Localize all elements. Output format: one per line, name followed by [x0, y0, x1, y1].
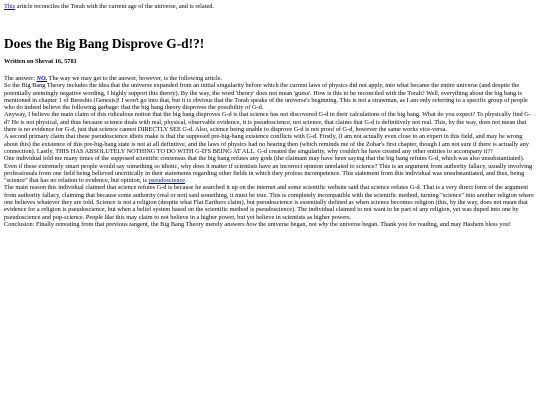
paragraph-consensus [4, 155, 536, 184]
related-article-link[interactable]: This [4, 3, 16, 10]
conclusion-why: why [318, 220, 329, 228]
paragraph-conclusion [4, 221, 536, 228]
article-title: Does the Big Bang Disprove G-d!?! [4, 36, 205, 51]
consensus-end: . [185, 177, 187, 185]
consensus-text: One individual told me many times of the supposed scientific consensus that the big bang refutes any gods (the claimant may have been saying that the big bang refutes G-d, which was also unsubstantiated). Even if these extremely smart people would say something so idiotic, why does it matter if scientists have an incorrect opinion unrelated to science? This is an argument from authority fallacy, usually involving professionals from one field being believed uncritically in their statements regarding other fields in which they profess incompetence. This statement from this individual was unsubstantiated, and thus, being "science" that has no relation to evidence, but opinion, is [4, 155, 533, 185]
conclusion-c: the universe began. Thank you for reading, and may Hashem bless you! [328, 220, 511, 228]
intro-text: article reconciles the Torah with the current age of the universe, and is related. [15, 3, 214, 10]
conclusion-a: Conclusion: Finally retreating from that previous tangent, the Big Bang Theory merely answers [4, 220, 247, 228]
paragraph-answer [4, 75, 536, 82]
paragraph-authority: The main reason this individual claimed that science refutes G-d is because he searched it up on the internet and some scientific website said that science refutes G-d. That is a very direct form of the argument from authority fallacy, claiming that because some authority (real or not) said something, it must be true. This is completely incompatible with the scientific method, turning "science" into another religion where one believes whatever they are told. Science is not a religion (despite what Flat Earthers claim), but pseudoscience is essentially defined as when science becomes religion (this, by the way, does not mean that evidence for a religion is pseudoscience, but when a belief system based on the scientific method is pseudoscience). The individual claimed to not want to be part of any religion, yet was duped into one by pseudoscience and pop-science. People like this may claim to not believe in a higher power, but yet believe in scientists as higher powers. [4, 184, 534, 221]
paragraph-main-claim: Anyway, I believe the main claim of this ridiculous notion that the big bang disproves G-d is that science has not discovered G-d in their calculations of the big bang. What do you expect? To physically find G-d? He is not physical, and thus because science deals with real, physical, observable evidence, it is pseudoscience, not science, that claims that G-d is definitively not real. This, by the way, does not mean that there is no evidence for G-d, just that science cannot DIRECTLY SEE G-d. Also, science being unable to disprove G-d is not proof of G-d, however the same works vice-versa. [4, 111, 531, 134]
no-answer-link[interactable]: NO. [36, 75, 48, 82]
written-on-date: Written on Shevat 16, 5781 [4, 58, 77, 65]
conclusion-b: the universe began, not [256, 220, 319, 228]
article-body [4, 75, 536, 228]
intro-line [4, 3, 536, 11]
conclusion-how: how [246, 220, 257, 228]
paragraph-second-claim: A second primary claim that these pseudoscience idiots make is that the supposed pre-big-bang existence conflicts with G-d. Firstly, (I am not actually even close to an expert in this field, and may be wrong about this) the existence of this pre-big-bang state is not at all definitive, and the laws of physics had no bearing then (which reminds me of the Zohar's first chapter, though I am not sure if there is actually any connection). Lastly, THIS HAS ABSOLUTELY NOTHING TO DO WITH G-D'S BEING AT ALL. G-d created the singularity, why couldn't he have created any other entities to accompany it?? [4, 133, 529, 155]
paragraph-theory: So the Big Bang Theory includes the idea that the universe expanded from an initial singularity before which the current laws of physics did not apply, into what became the entire universe (and despite the potentially seemingly negative wording, I highly support this theory). By the way, the word 'theory' does not mean 'guess'. How is this to be reconciled with the Torah? Well, everything about the big bang is mentioned in chapter 1 of Bereshis (Genesis)! I won't go into that, but it is obvious that the Torah speaks of the universe's beginning. This is not a strawman, as I am only referring to a specific group of people who do indeed believe the following garbage: that the big bang theory disproves the possibility of G-d. [4, 82, 528, 112]
pseudoscience-link[interactable]: pseudoscience [148, 177, 186, 185]
answer-rest: The way we may get to the answer, however, is the following article. [47, 75, 223, 82]
answer-prefix: The answer: [4, 75, 37, 82]
